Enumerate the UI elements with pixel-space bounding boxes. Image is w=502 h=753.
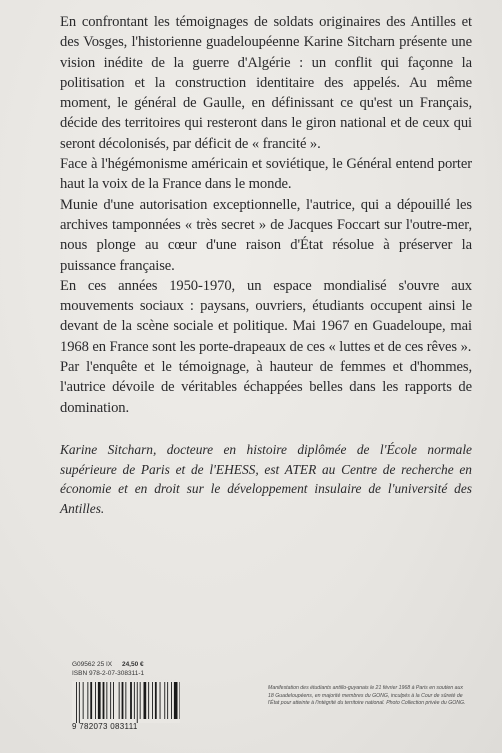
blurb-paragraph-1: En confrontant les témoignages de soldats originaires des Antilles et des Vosges, l'historienne guadeloupéenne Karine Sitcharn présente une vision inédite de la guerre d'Algérie : un conflit qui façonne la politisation et la construction identitaire des appelés. Au même moment, le général de Gaulle, en définissant ce qu'est un Français, décide des territoires qui resteront dans le giron national et de ceux qui seront décolonisés, par déficit de « francité ». (60, 14, 472, 152)
barcode-bar (103, 682, 105, 719)
product-code: G09562 (72, 661, 96, 668)
author-bio (60, 440, 472, 518)
barcode-bar (76, 682, 77, 723)
barcode-bar (95, 682, 96, 719)
barcode-bar (160, 682, 161, 719)
barcode-bar (167, 682, 168, 719)
blurb-paragraph-3: Munie d'une autorisation exceptionnelle, l'autrice, qui a dépouillé les archives tamponnées « très secret » de Jacques Foccart sur l'outre-mer, nous plonge au cœur d'une raison d'État résolue à préserver la puissance française. (60, 196, 472, 274)
barcode-bar (155, 682, 157, 719)
barcode-bar (134, 682, 135, 719)
barcode-bar (171, 682, 172, 719)
barcode-bar (106, 682, 107, 719)
price: 24,50 € (121, 661, 144, 668)
barcode-bar (119, 682, 120, 719)
blurb-paragraph-5: Par l'enquête et le témoignage, à hauteur de femmes et d'hommes, l'autrice dévoile de véritables échappées belles dans les rapports de domination. (60, 359, 472, 416)
product-code-suffix: 25 IX (96, 661, 113, 668)
barcode-block (72, 660, 222, 731)
barcode (72, 681, 180, 723)
barcode-bar (164, 682, 165, 719)
barcode-bar (83, 682, 84, 719)
barcode-bar (180, 682, 181, 719)
blurb-paragraph-4: En ces années 1950-1970, un espace mondialisé s'ouvre aux mouvements sociaux : paysans, ouvriers, étudiants occupent ainsi le devant de la scène sociale et politique. Mai 1967 en Guadeloupe, mai 1968 en France sont les porte-drapeaux de ces « luttes et de ces rêves ». (60, 277, 472, 355)
blurb (60, 12, 472, 418)
barcode-bar (87, 682, 88, 719)
barcode-bar (90, 682, 92, 719)
barcode-bar (110, 682, 111, 719)
barcode-bar (144, 682, 147, 719)
barcode-bar (152, 682, 153, 719)
barcode-bar (98, 682, 101, 719)
barcode-bar (122, 682, 124, 719)
ean-number: 9 782073 083111 (72, 722, 138, 731)
barcode-bar (140, 682, 141, 719)
isbn: ISBN 978-2-07-308311-1 (72, 670, 145, 677)
barcode-bar (137, 682, 138, 723)
blurb-paragraph-2: Face à l'hégémonisme américain et soviétique, le Général entend porter haut la voix de la France dans le monde. (60, 156, 472, 193)
barcode-bar (125, 682, 126, 719)
barcode-bar (130, 682, 132, 719)
barcode-bar (148, 682, 149, 719)
barcode-bar (174, 682, 178, 719)
barcode-bar (113, 682, 114, 719)
photo-caption: Manifestation des étudiants antillo-guyanais le 21 février 1968 à Paris en soutien aux 18 Guadeloupéens, en majorité membres du GONG, inculpés à la Cour de sûreté de l'État pour atteinte à l'intégrité du territoire national. Photo Collection privée du GONG. (268, 685, 466, 707)
barcode-bar (79, 682, 80, 723)
product-code-line (72, 660, 222, 669)
author-bio-text: Karine Sitcharn, docteure en histoire diplômée de l'École normale supérieure de Paris et de l'EHESS, est ATER au Centre de recherche en économie et en droit sur le développement insulaire de l'université des Antilles. (60, 442, 472, 516)
